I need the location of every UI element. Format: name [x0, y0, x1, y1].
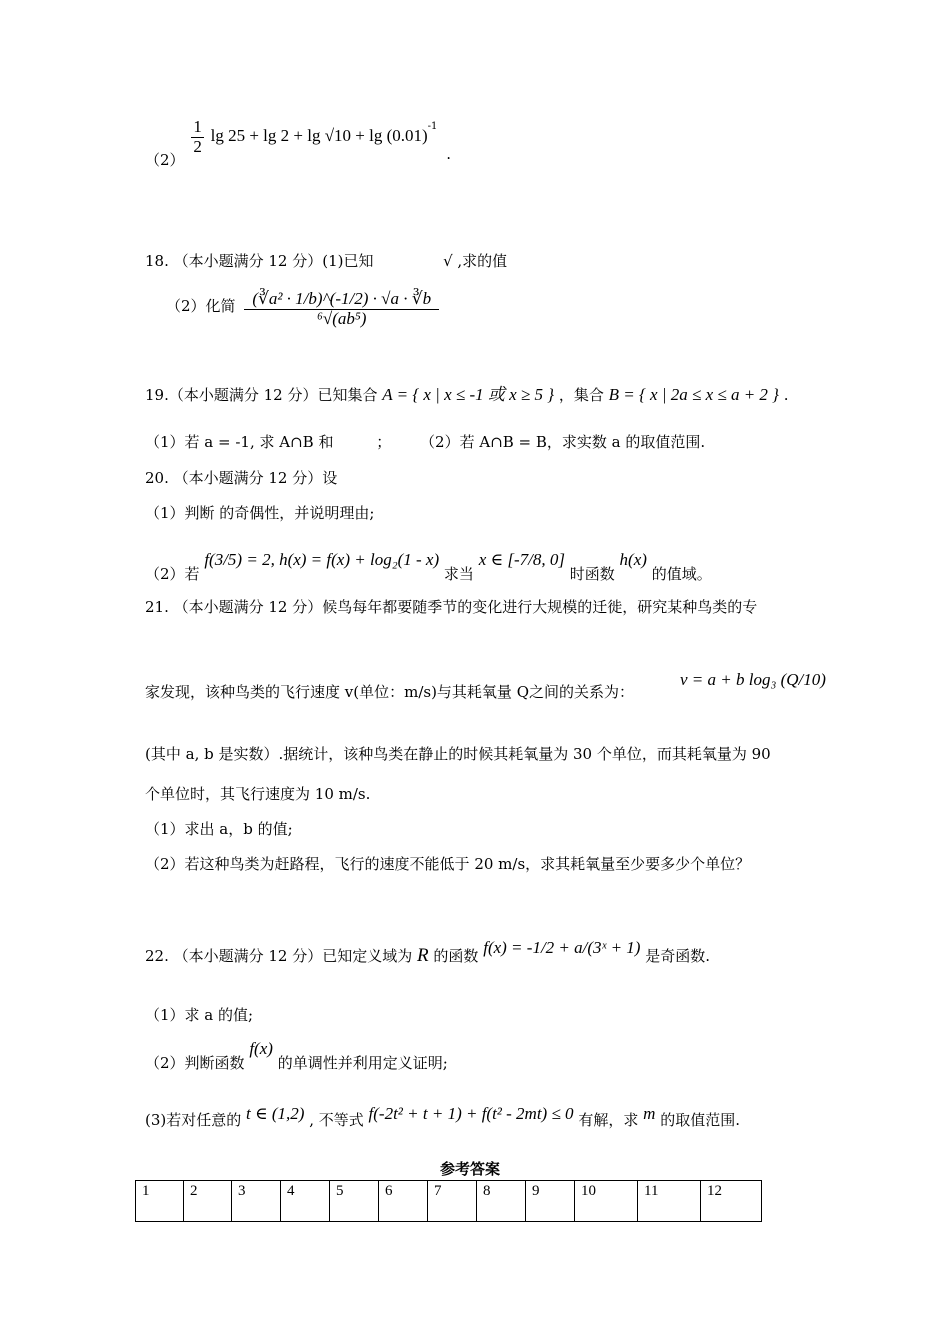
q21-part1: （1）求出 a，b 的值;: [145, 820, 293, 838]
q21-part2: （2）若这种鸟类为赶路程，飞行的速度不能低于 20 m/s，求其耗氧量至少要多少个单位？: [145, 855, 751, 873]
q17-half-fraction: $\frac{1}{2}$: [193, 117, 202, 156]
q20-header: 20. （本小题满分 12 分）设: [145, 469, 338, 487]
table-row: [136, 1181, 762, 1222]
answer-cell-2: 2: [184, 1181, 232, 1222]
q18-simplify-fraction: $\frac{\text{(∛a² · 1/b)\textasciicircum{}(-1/2) · √a · ∛b}}{\text{⁶√(ab⁵)}}$: [244, 290, 439, 328]
q17-expression: lg 25 + lg 2 + lg √10 + lg (0.01): [210, 126, 428, 146]
q21-line3: (其中 a, b 是实数）.据统计，该种鸟类在静止的时候其耗氧量为 30 个单位，而其耗氧量为 90: [145, 745, 771, 763]
q17-period: .: [446, 145, 451, 164]
answers-table: [135, 1180, 762, 1222]
q22-part3: (3)若对任意的 t ∈ (1,2) , 不等式 f(-2t² + t + 1) + f(t² - 2mt) ≤ 0 有解，求 m 的取值范围.: [145, 1104, 740, 1129]
answer-cell-3: 3: [232, 1181, 281, 1222]
q20-condition: f(3/5) = 2, h(x) = f(x) + log₂(1 - x): [204, 550, 440, 569]
q17-part2: [145, 117, 451, 170]
q22-header: 22. （本小题满分 12 分）已知定义域为 R 的函数 f(x) = -1/2 + a/(3ˣ + 1) 是奇函数.: [145, 938, 711, 966]
q21-formula: v = a + b log₃ (Q/10): [680, 670, 826, 689]
q18-part2: （2）化简 $\frac{\text{(∛a² · 1/b)\textasciicircum{}(-1/2) · √a · ∛b}}{\text{⁶√(ab⁵)}}$: [166, 290, 441, 328]
answer-cell-9: 9: [526, 1181, 575, 1222]
q18-header: 18. （本小题满分 12 分）(1)已知 √ ,求的值: [145, 252, 508, 270]
q22-domain-r: R: [417, 945, 429, 966]
answer-cell-11: 11: [638, 1181, 701, 1222]
q21-line2: 家发现，该种鸟类的飞行速度 v(单位：m/s)与其耗氧量 Q之间的关系为：: [145, 683, 634, 701]
q19-set-a: A = { x | x ≤ -1 或 x ≥ 5 }: [382, 385, 555, 404]
answer-cell-6: 6: [379, 1181, 428, 1222]
answer-cell-10: 10: [575, 1181, 638, 1222]
answers-title: 参考答案: [440, 1160, 501, 1178]
answer-cell-8: 8: [477, 1181, 526, 1222]
q22-part1: （1）求 a 的值;: [145, 1006, 254, 1024]
q19-header: 19.（本小题满分 12 分）已知集合 A = { x | x ≤ -1 或 x ≥ 5 } ，集合 B = { x | 2a ≤ x ≤ a + 2 } .: [145, 385, 789, 404]
q22-part3-t-range: t ∈ (1,2): [246, 1104, 305, 1123]
q17-exponent: -1: [427, 121, 438, 133]
q22-part2-func: f(x): [249, 1039, 273, 1058]
q17-part2-label: （2）: [145, 151, 185, 170]
q20-part2: （2）若 f(3/5) = 2, h(x) = f(x) + log₂(1 - x) 求当 x ∈ [-7/8, 0] 时函数 h(x) 的值域。: [145, 550, 712, 583]
q19-set-b: B = { x | 2a ≤ x ≤ a + 2 }: [608, 385, 779, 404]
q21-line1: 21. （本小题满分 12 分）候鸟每年都要随季节的变化进行大规模的迁徙，研究某种鸟类的专: [145, 598, 758, 616]
q22-part3-m: m: [643, 1104, 656, 1123]
answer-cell-7: 7: [428, 1181, 477, 1222]
q19-part1: （1）若 a = -1, 求 A∩B 和: [145, 433, 334, 451]
q20-func: h(x): [619, 550, 647, 569]
q20-part1: （1）判断 的奇偶性，并说明理由;: [145, 504, 375, 522]
answer-cell-12: 12: [701, 1181, 762, 1222]
answer-cell-1: 1: [136, 1181, 184, 1222]
q22-part3-inequality: f(-2t² + t + 1) + f(t² - 2mt) ≤ 0: [368, 1104, 574, 1123]
answer-cell-5: 5: [330, 1181, 379, 1222]
q21-line4: 个单位时，其飞行速度为 10 m/s.: [145, 785, 371, 803]
q20-range: x ∈ [-7/8, 0]: [478, 550, 565, 569]
q19-part2: （2）若 A∩B = B，求实数 a 的取值范围.: [420, 433, 706, 451]
q19-parts: （1）若 a = -1, 求 A∩B 和 ； （2）若 A∩B = B，求实数 a 的取值范围.: [145, 433, 706, 451]
answer-cell-4: 4: [281, 1181, 330, 1222]
q22-part2: （2）判断函数 f(x) 的单调性并利用定义证明;: [145, 1039, 448, 1072]
q22-formula: f(x) = -1/2 + a/(3ˣ + 1): [483, 938, 641, 957]
